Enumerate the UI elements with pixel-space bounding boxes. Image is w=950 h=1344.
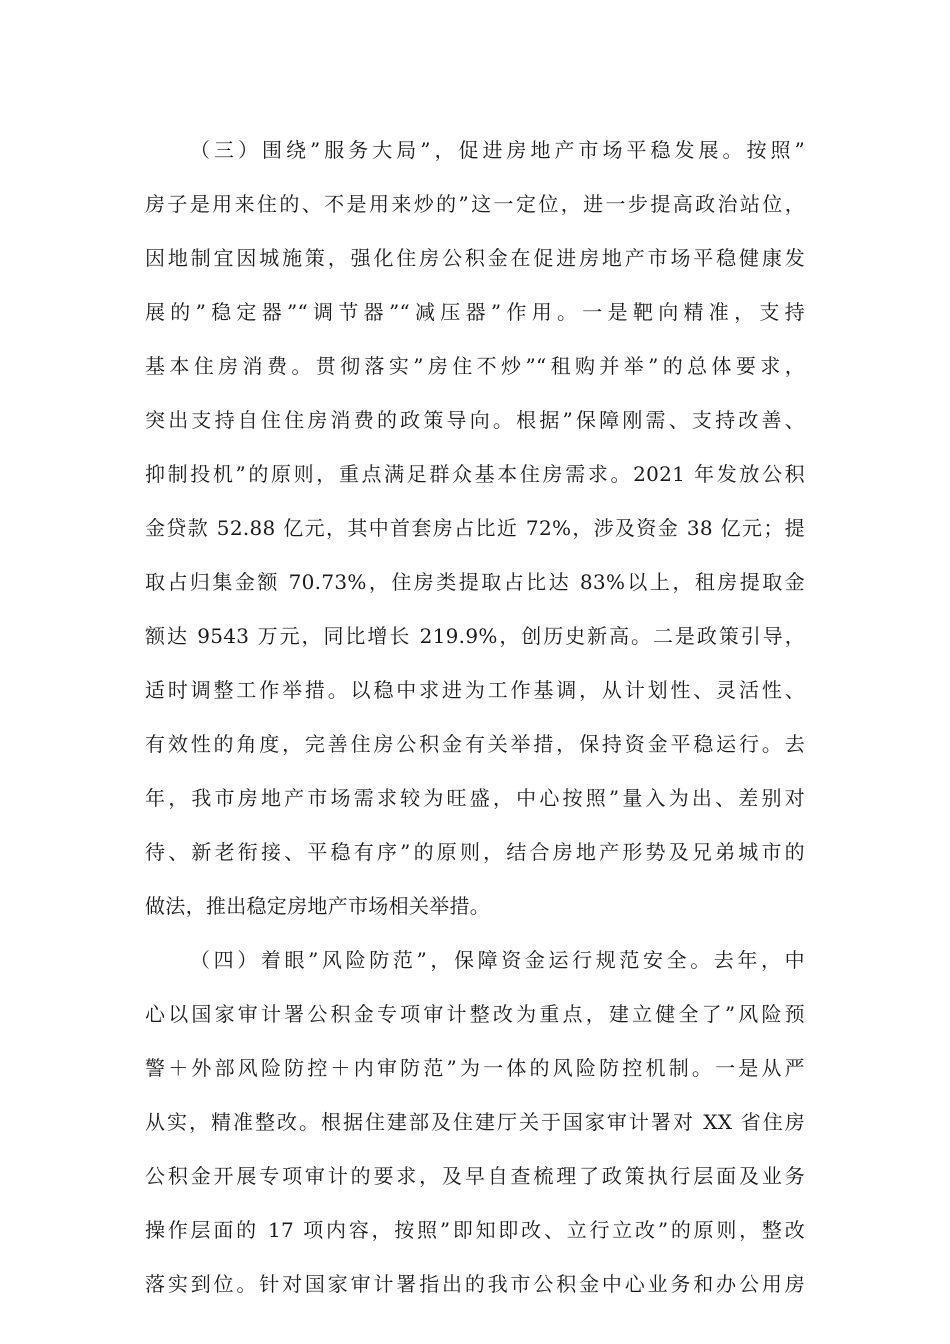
paragraph-line: 额达 9543 万元，同比增长 219.9%，创历史新高。二是政策引导， (145, 624, 805, 648)
paragraph-line: 待、新老衔接、平稳有序”的原则，结合房地产形势及兄弟城市的 (145, 840, 805, 864)
paragraph-line: 金贷款 52.88 亿元，其中首套房占比近 72%，涉及资金 38 亿元；提 (145, 516, 805, 540)
paragraph-line: 公积金开展专项审计的要求，及早自查梳理了政策执行层面及业务 (145, 1164, 805, 1188)
paragraph-line: 警＋外部风险防控＋内审防范”为一体的风险防控机制。一是从严 (145, 1056, 805, 1080)
paragraph-line: 心以国家审计署公积金专项审计整改为重点，建立健全了”风险预 (145, 1002, 805, 1026)
paragraph-line: 落实到位。针对国家审计署指出的我市公积金中心业务和办公用房 (145, 1272, 805, 1296)
paragraph-line: 展的”稳定器”“调节器”“减压器”作用。一是靶向精准，支持 (145, 300, 805, 324)
paragraph-line: 因地制宜因城施策，强化住房公积金在促进房地产市场平稳健康发 (145, 246, 805, 270)
paragraph-line: 从实，精准整改。根据住建部及住建厅关于国家审计署对 XX 省住房 (145, 1110, 805, 1134)
paragraph-line: 抑制投机”的原则，重点满足群众基本住房需求。2021 年发放公积 (145, 462, 805, 486)
paragraph-line: 突出支持自住住房消费的政策导向。根据”保障刚需、支持改善、 (145, 408, 805, 432)
paragraph-line: 适时调整工作举措。以稳中求进为工作基调，从计划性、灵活性、 (145, 678, 805, 702)
paragraph-line: （四）着眼”风险防范”，保障资金运行规范安全。去年，中 (190, 948, 805, 972)
paragraph-line: 年，我市房地产市场需求较为旺盛，中心按照”量入为出、差别对 (145, 786, 805, 810)
paragraph-line: 房子是用来住的、不是用来炒的”这一定位，进一步提高政治站位， (145, 192, 805, 216)
paragraph-line: （三）围绕”服务大局”，促进房地产市场平稳发展。按照” (190, 138, 805, 162)
paragraph-line: 操作层面的 17 项内容，按照”即知即改、立行立改”的原则，整改 (145, 1218, 805, 1242)
paragraph-line: 基本住房消费。贯彻落实”房住不炒”“租购并举”的总体要求， (145, 354, 805, 378)
paragraph-line: 有效性的角度，完善住房公积金有关举措，保持资金平稳运行。去 (145, 732, 805, 756)
paragraph-line: 取占归集金额 70.73%，住房类提取占比达 83%以上，租房提取金 (145, 570, 805, 594)
paragraph-line: 做法，推出稳定房地产市场相关举措。 (145, 894, 491, 918)
